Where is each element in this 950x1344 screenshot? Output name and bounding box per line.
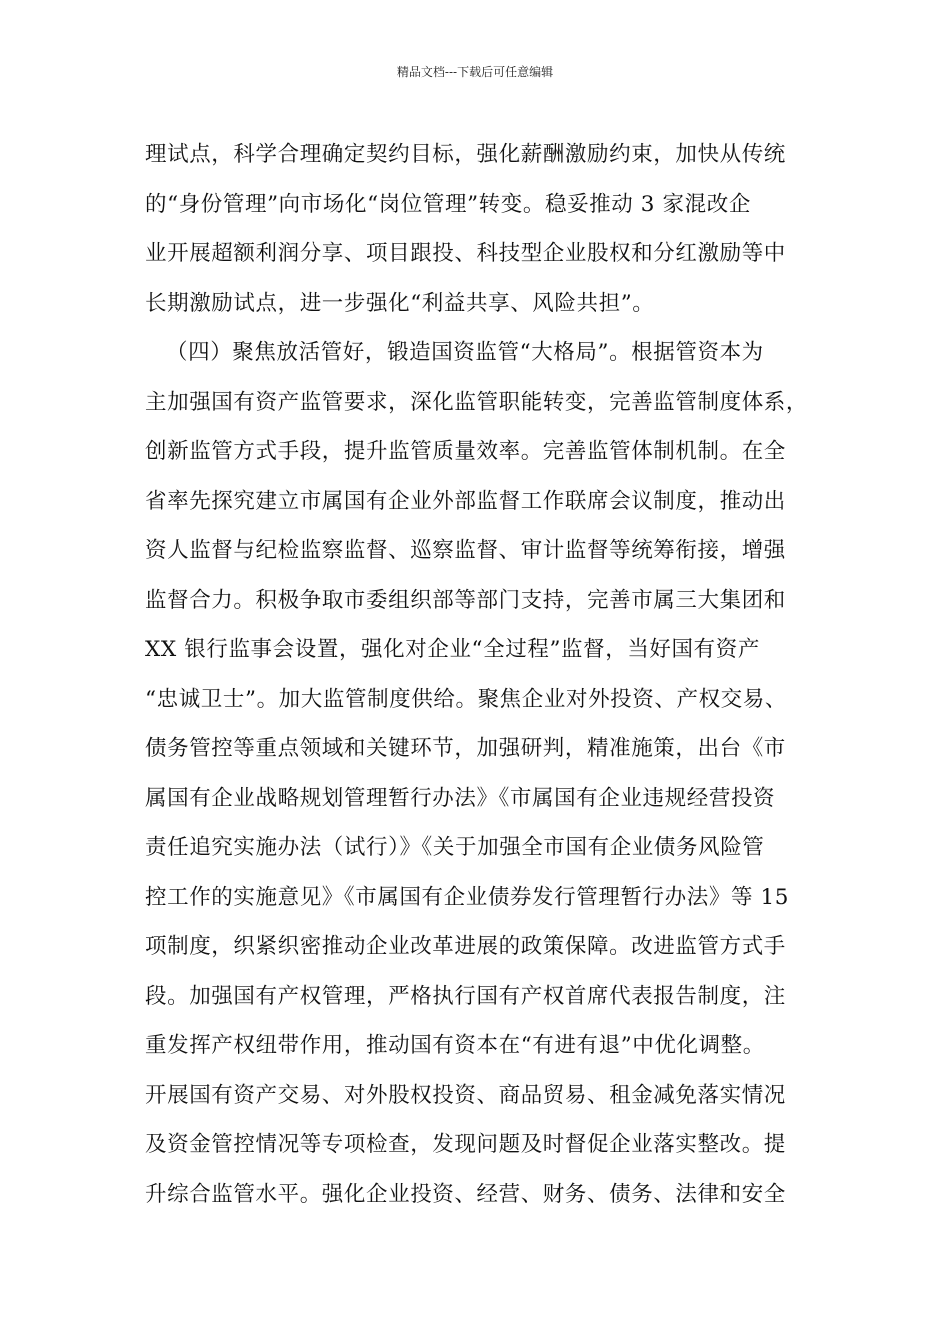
text-line-14: 属国有企业战略规划管理暂行办法》《市属国有企业违规经营投资 xyxy=(145,785,776,811)
text-line-13: 债务管控等重点领域和关键环节，加强研判，精准施策，出台《市 xyxy=(145,736,786,761)
body-text xyxy=(145,130,825,1219)
text-line-17: 项制度，织紧织密推动企业改革进展的政策保障。改进监管方式手 xyxy=(145,934,786,959)
text-line-8: 省率先探究建立市属国有企业外部监督工作联席会议制度，推动出 xyxy=(145,488,786,514)
text-line-4: 长期激励试点，进一步强化“利益共享、风险共担”。 xyxy=(145,290,655,316)
text-line-22: 升综合监管水平。强化企业投资、经营、财务、债务、法律和安全 xyxy=(145,1181,786,1207)
text-line-16: 控工作的实施意见》《市属国有企业债券发行管理暂行办法》等 15 xyxy=(145,884,790,910)
text-line-12: “忠诚卫士”。加大监管制度供给。聚焦企业对外投资、产权交易、 xyxy=(145,686,787,712)
text-line-5: （四）聚焦放活管好，锻造国资监管“大格局”。根据管资本为 xyxy=(166,340,764,365)
text-line-3: 业开展超额利润分享、项目跟投、科技型企业股权和分红激励等中 xyxy=(145,241,786,266)
text-line-9: 资人监督与纪检监察监督、巡察监督、审计监督等统筹衔接，增强 xyxy=(145,538,786,563)
text-line-15: 责任追究实施办法（试行）》《关于加强全市国有企业债务风险管 xyxy=(145,835,765,860)
text-line-1: 理试点，科学合理确定契约目标，强化薪酬激励约束，加快从传统 xyxy=(145,142,786,167)
text-line-7: 创新监管方式手段，提升监管质量效率。完善监管体制机制。在全 xyxy=(145,439,786,464)
text-line-2: 的“身份管理”向市场化“岗位管理”转变。稳妥推动 3 家混改企 xyxy=(145,191,751,217)
text-line-21: 及资金管控情况等专项检查，发现问题及时督促企业落实整改。提 xyxy=(145,1132,786,1157)
text-line-19: 重发挥产权纽带作用，推动国有资本在“有进有退”中优化调整。 xyxy=(145,1033,765,1058)
text-line-6: 主加强国有资产监管要求，深化监管职能转变，完善监管制度体系， xyxy=(145,389,809,415)
text-line-20: 开展国有资产交易、对外股权投资、商品贸易、租金减免落实情况 xyxy=(145,1082,786,1108)
text-line-10: 监督合力。积极争取市委组织部等部门支持，完善市属三大集团和 xyxy=(145,587,786,613)
text-line-11: XX 银行监事会设置，强化对企业“全过程”监督，当好国有资产 xyxy=(145,637,760,662)
page-header: 精品文档---下载后可任意编辑 xyxy=(396,65,554,79)
text-line-18: 段。加强国有产权管理，严格执行国有产权首席代表报告制度，注 xyxy=(145,983,786,1009)
